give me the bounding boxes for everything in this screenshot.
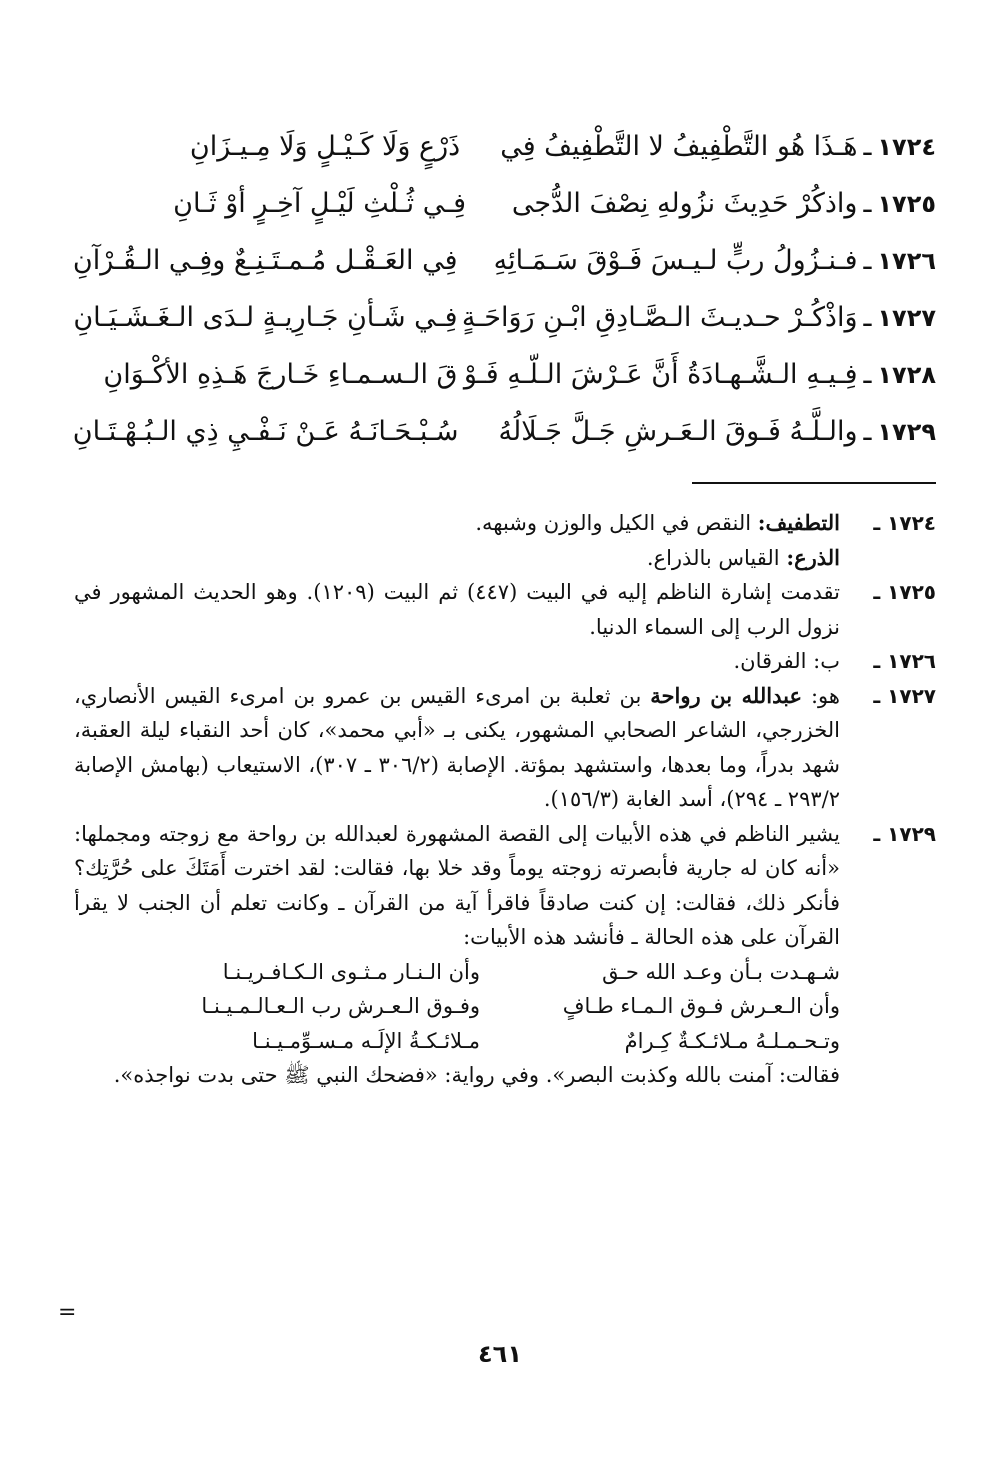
footnote-1725 <box>74 575 936 644</box>
verse-line: ١٧٢٦ ـ فـنـزُولُ ربٍّ لـيـسَ فَـوْقَ سَـمَـائِهِ فِي العَـقْـل مُـمـتَـنِـعٌ وفِـي الـقُـرْآنِ <box>56 232 936 289</box>
footnote-number: ١٧٢٥ ـ <box>873 580 936 604</box>
poem-second-hemistich: وأن الـنـار مـثـوى الـكـافـريـنـا <box>222 959 480 984</box>
poem-line <box>74 1024 936 1059</box>
verse-number: ١٧٢٧ <box>877 303 936 332</box>
verse-second-hemistich: ذَرْعٍ وَلَا كَـيْـلٍ وَلَا مِـيـزَانِ <box>189 131 461 162</box>
footnote-text: تقدمت إشارة الناظم إليه في البيت (٤٤٧) ثم البيت (١٢٠٩). وهو الحديث المشهور في نزول الرب إلى السماء الدنيا. <box>74 580 841 639</box>
footnote-number: ١٧٢٧ ـ <box>873 683 936 708</box>
page-number: ٤٦١ <box>478 1340 522 1368</box>
verse-line: ١٧٢٤ ـ هَـذَا هُو التَّطْفِيفُ لا التَّطْفِيفُ فِي ذَرْعٍ وَلَا كَـيْـلٍ وَلَا مِـيـزَانِ <box>56 118 936 175</box>
footnote-text: بن ثعلبة بن امرىء القيس بن عمرو بن امرىء القيس الأنصاري، الخزرجي، الشاعر الصحابي المشهور، يكنى بـ «أبي محمد»، كان أحد النقباء ليلة العقبة، شهد بدراً، وما بعدها، واستشهد بمؤتة. الإصابة (٣٠٦/٢ ـ ٣٠٧)، الاستيعاب (بهامش الإصابة ٢٩٣/٢ ـ ٢٩٤)، أسد الغابة (١٥٦/٣). <box>74 683 840 811</box>
verse-line: ١٧٢٩ ـ والـلَّـهُ فَـوقَ الـعَـرشِ جَـلَّ جَـلَالُهُ سُـبْـحَـانَـهُ عَـنْ نَـفْـيِ ذِي الـبُـهْـتَـانِ <box>56 403 936 460</box>
verse-second-hemistich: قَ الـسـمـاءِ خَـارجَ هَـذِهِ الأكْـوَانِ <box>103 359 458 390</box>
footnote-text: هو: <box>802 683 840 708</box>
verse-number: ١٧٢٩ <box>877 417 936 446</box>
footnote-number: ١٧٢٤ ـ <box>873 511 936 535</box>
footnote-1727 <box>74 679 936 817</box>
verse-block <box>56 118 936 460</box>
verse-number: ١٧٢٦ <box>877 246 936 275</box>
verse-second-hemistich: فِـي شَـأنِ جَـارِيـةٍ لـدَى الـغَـشَـيَـانِ <box>73 302 458 333</box>
verse-line: ١٧٢٧ ـ وَاذْكُـرْ حـديـثَ الـصَّـادِقِ ابْـنِ رَوَاحَـةٍ فِـي شَـأنِ جَـارِيـةٍ لـدَى الـغَـشَـيَـانِ <box>56 289 936 346</box>
poem-second-hemistich: وفـوق الـعـرش رب الـعـالـمـيـنـا <box>201 994 480 1018</box>
poem-line <box>74 955 936 990</box>
verse-first-hemistich: هَـذَا هُو التَّطْفِيفُ لا التَّطْفِيفُ فِي <box>500 131 858 162</box>
verse-first-hemistich: واذكُرْ حَدِيثَ نزُولهِ نِصْفَ الدُّجى <box>511 188 858 219</box>
footnote-text: القياس بالذراع. <box>646 545 787 570</box>
verse-first-hemistich: فِـيـهِ الـشَّـهـادَةُ أَنَّ عَـرْشَ الـلّـهِ فَـوْ <box>463 359 858 390</box>
verse-line: ١٧٢٨ ـ فِـيـهِ الـشَّـهـادَةُ أَنَّ عَـرْشَ الـلّـهِ فَـوْ قَ الـسـمـاءِ خَـارجَ هَـذِهِ الأكْـوَانِ <box>56 346 936 403</box>
footnote-text: فقالت: آمنت بالله وكذبت البصر». وفي رواية: «فضحك النبي ﷺ حتى بدت نواجذه». <box>113 1063 840 1087</box>
footnote-term: التطفيف: <box>757 510 840 535</box>
verse-second-hemistich: سُـبْـحَـانَـهُ عَـنْ نَـفْـيِ ذِي الـبُـهْـتَـانِ <box>72 416 459 447</box>
footnote-text: النقص في الكيل والوزن وشبهه. <box>475 511 758 535</box>
footnote-name: عبدالله بن رواحة <box>650 682 803 708</box>
verse-first-hemistich: فـنـزُولُ ربٍّ لـيـسَ فَـوْقَ سَـمَـائِهِ <box>493 245 858 276</box>
footnote-term: الذرع: <box>786 544 840 570</box>
footnote-text: ب: الفرقان. <box>733 649 840 673</box>
footnote-1724 <box>74 506 936 575</box>
footnotes <box>74 506 936 1093</box>
footnote-number: ١٧٢٦ ـ <box>873 649 936 673</box>
verse-second-hemistich: فِي العَـقْـل مُـمـتَـنِـعٌ وفِـي الـقُـرْآنِ <box>72 245 458 276</box>
poem-first-hemistich: شـهـدت بـأن وعـد الله حـق <box>602 959 840 984</box>
poem-first-hemistich: وتـحـمـلـهُ مـلائـكـةٌ كِـرامٌ <box>624 1028 840 1053</box>
footnote-divider <box>692 482 936 484</box>
verse-line: ١٧٢٥ ـ واذكُرْ حَدِيثَ نزُولهِ نِصْفَ الدُّجى فِـي ثُـلْثِ لَيْـلٍ آخِـرٍ أوْ ثَـانِ <box>56 175 936 232</box>
verse-second-hemistich: فِـي ثُـلْثِ لَيْـلٍ آخِـرٍ أوْ ثَـانِ <box>173 188 467 219</box>
continuation-marker: = <box>58 1300 77 1325</box>
verse-first-hemistich: وَاذْكُـرْ حـديـثَ الـصَّـادِقِ ابْـنِ رَوَاحَـةٍ <box>461 302 858 333</box>
footnote-1729 <box>74 817 936 955</box>
footnote-number: ١٧٢٩ ـ <box>873 821 936 846</box>
verse-number: ١٧٢٤ <box>877 132 936 161</box>
footnote-1726 <box>74 644 936 679</box>
verse-number: ١٧٢٨ <box>877 360 936 389</box>
verse-first-hemistich: والـلَّـهُ فَـوقَ الـعَـرشِ جَـلَّ جَـلَالُهُ <box>498 416 858 447</box>
poem-first-hemistich: وأن الـعـرش فـوق الـمـاء طـافٍ <box>562 994 840 1018</box>
poem-second-hemistich: مـلائـكـةُ الإلَـه مـسـوِّمـيـنـا <box>252 1028 480 1053</box>
verse-number: ١٧٢٥ <box>877 189 936 218</box>
footnote-text: يشير الناظم في هذه الأبيات إلى القصة المشهورة لعبدالله بن رواحة مع زوجته ومجملها: «أنه كان له جارية فأبصرته زوجته يوماً وقد خلا بها، فقالت: لقد اخترت أَمَتَكَ على حُرَّتِك؟ فأنكر ذلك، فقالت: إن كنت صادقاً فاقرأ آية من القرآن ـ وكانت تعلم أن الجنب لا يقرأ القرآن على هذه الحالة ـ فأنشد هذه الأبيات: <box>74 821 840 949</box>
poem-line <box>74 989 936 1024</box>
